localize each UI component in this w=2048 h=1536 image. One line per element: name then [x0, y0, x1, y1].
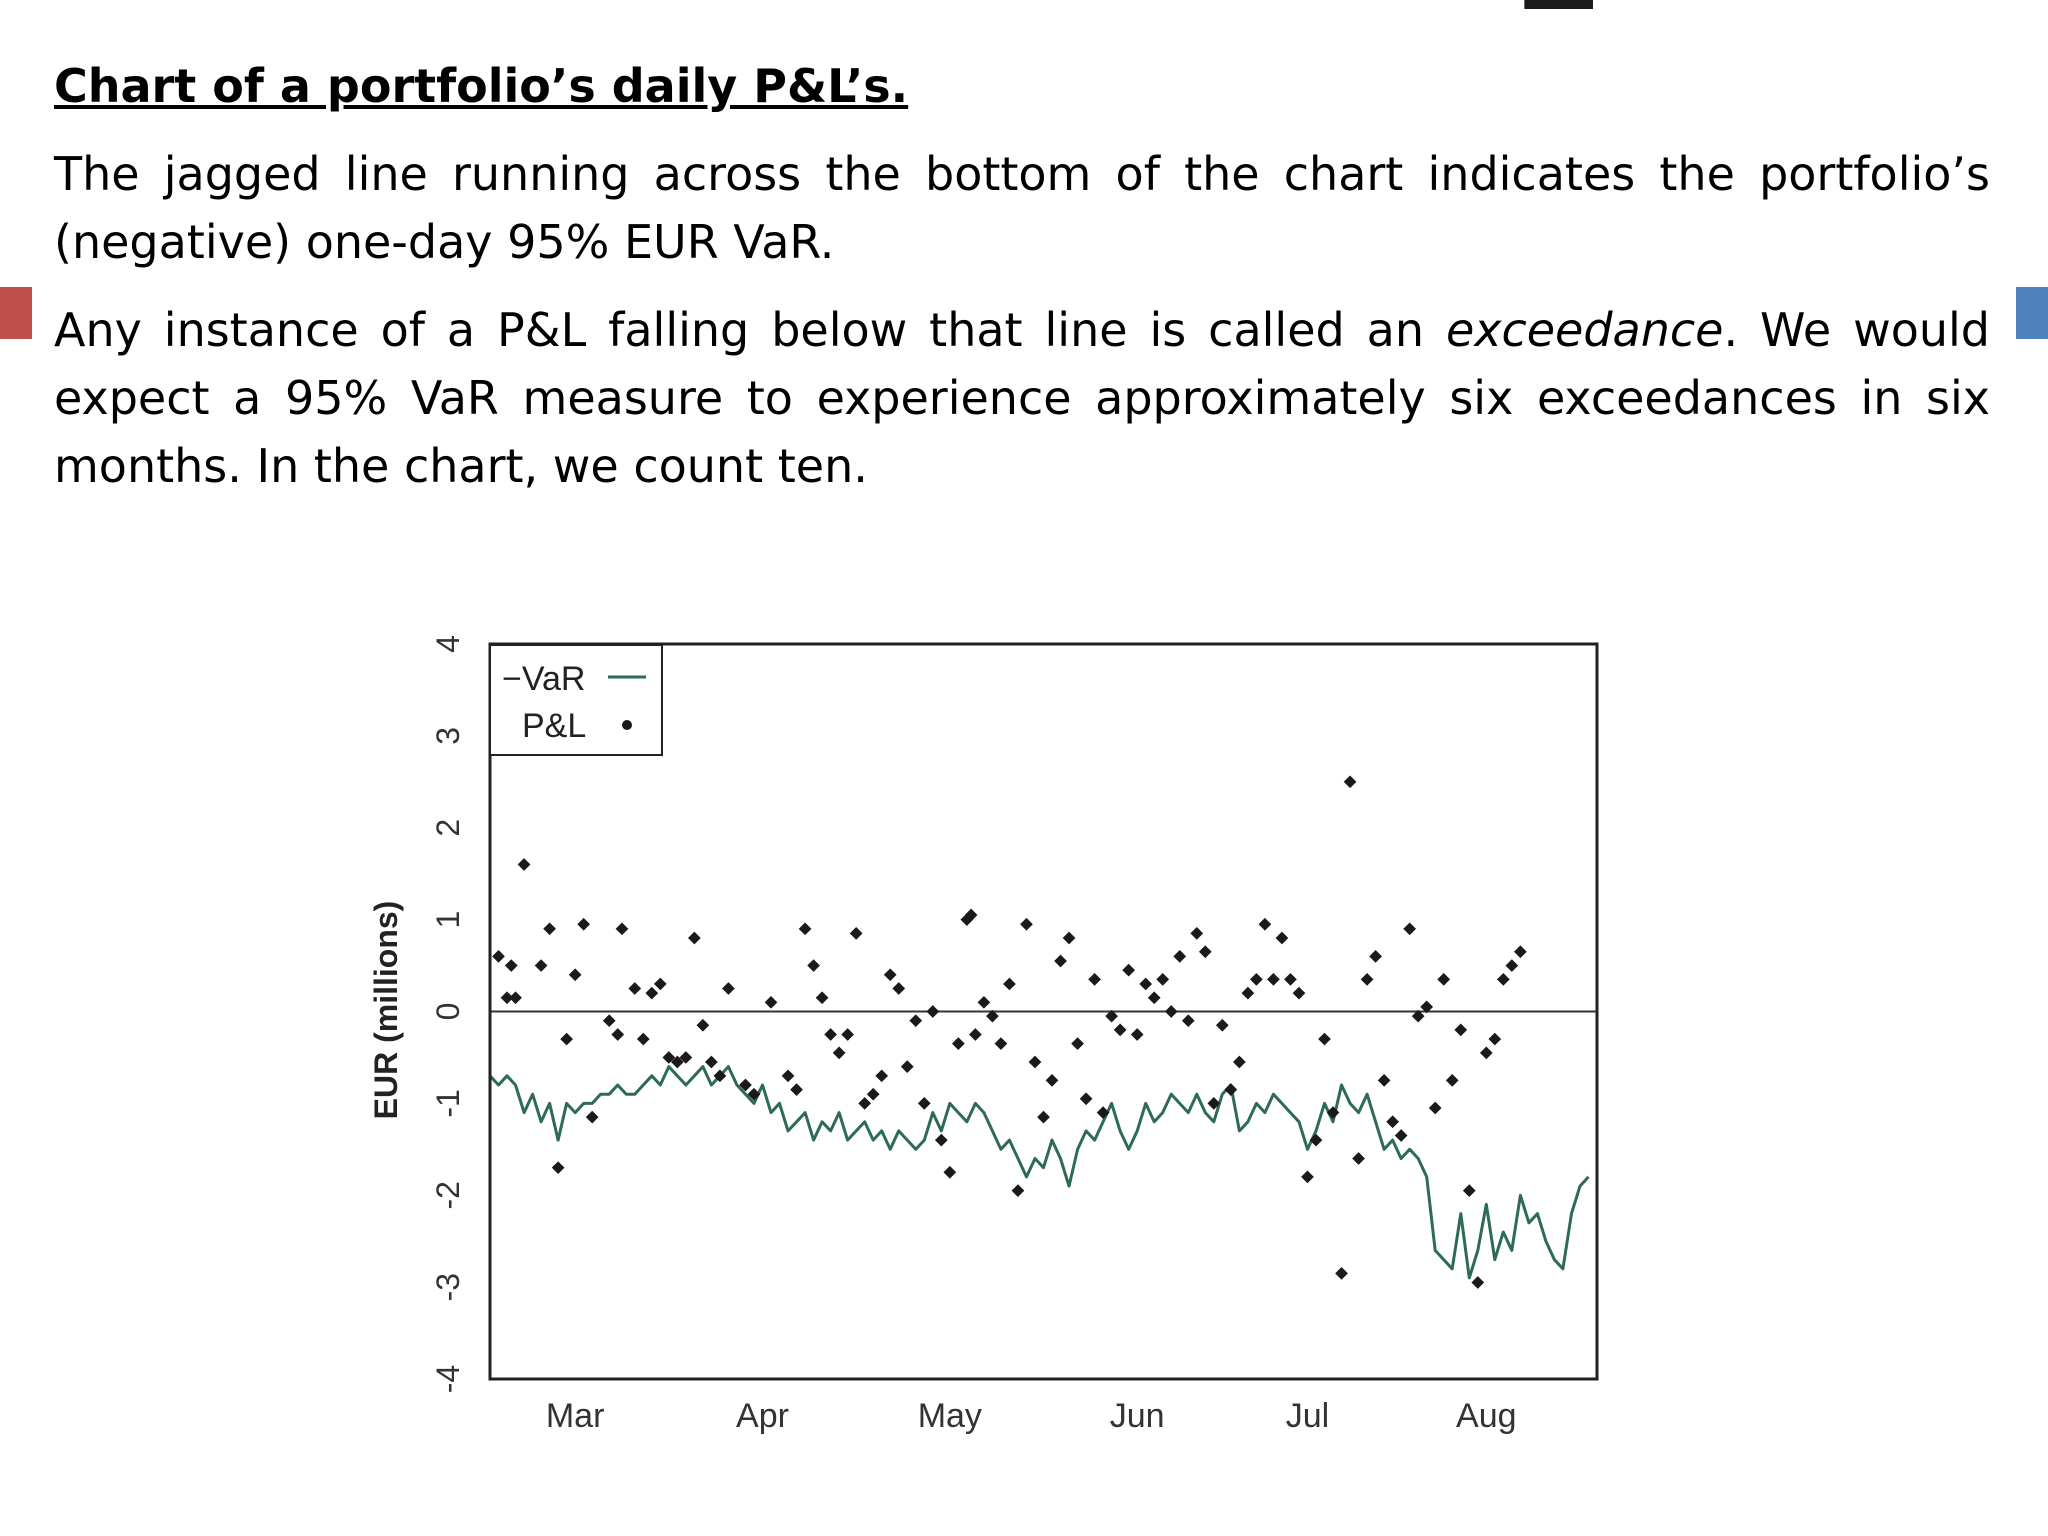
- pnl-point: [1480, 1046, 1493, 1059]
- pnl-point: [1088, 973, 1101, 986]
- pnl-point: [1003, 978, 1016, 991]
- pnl-point: [1550, 0, 1559, 9]
- y-tick-label: 0: [430, 1002, 466, 1021]
- pnl-point: [1259, 918, 1272, 931]
- pnl-point: [1233, 1056, 1246, 1069]
- y-axis-ticks: [430, 635, 466, 1393]
- pnl-point: [1301, 1171, 1314, 1184]
- pnl-point: [722, 982, 735, 995]
- pnl-point: [688, 932, 701, 945]
- pnl-point: [603, 1014, 616, 1027]
- y-tick-label: -2: [430, 1181, 466, 1210]
- pnl-point: [799, 922, 812, 935]
- pnl-point: [1267, 973, 1280, 986]
- pnl-point: [833, 1046, 846, 1059]
- pnl-point: [1429, 1102, 1442, 1115]
- pnl-point: [611, 1028, 624, 1041]
- pnl-point: [1250, 973, 1263, 986]
- pnl-point: [1361, 973, 1374, 986]
- pnl-point: [1352, 1152, 1365, 1165]
- pnl-point: [935, 1134, 948, 1147]
- pnl-point: [577, 918, 590, 931]
- pnl-point: [1080, 1092, 1093, 1105]
- pnl-point: [790, 1083, 803, 1096]
- pnl-point: [1063, 932, 1076, 945]
- pnl-point: [518, 858, 531, 871]
- pnl-point: [978, 996, 991, 1009]
- pnl-point: [1012, 1184, 1025, 1197]
- pnl-point: [1293, 987, 1306, 1000]
- pnl-point: [1216, 1019, 1229, 1032]
- pnl-point: [1224, 1083, 1237, 1096]
- x-tick-label: Jun: [1109, 1397, 1165, 1435]
- pnl-point: [816, 991, 829, 1004]
- pnl-point: [697, 1019, 710, 1032]
- pnl-point: [901, 1060, 914, 1073]
- pnl-point: [1395, 1129, 1408, 1142]
- pnl-point: [492, 950, 505, 963]
- y-tick-label: -4: [430, 1364, 466, 1394]
- pnl-point: [1097, 1106, 1110, 1119]
- paragraph-exceedance-part-a: Any instance of a P&L falling below that line is called an: [54, 303, 1446, 357]
- pnl-point: [1344, 775, 1357, 788]
- pnl-point: [875, 1069, 888, 1082]
- paragraph-exceedance-part-b: . We would expect a 95% VaR measure to experience approximately six exceedances in six months. In the chart, we count ten.: [54, 303, 1990, 493]
- pnl-point: [1037, 1111, 1050, 1124]
- legend-pnl-dot-sample: [622, 720, 632, 730]
- pnl-point: [535, 959, 548, 972]
- pnl-point: [509, 991, 522, 1004]
- pnl-point: [543, 922, 556, 935]
- pnl-point: [1182, 1014, 1195, 1027]
- pnl-point: [1403, 922, 1416, 935]
- pnl-point: [1533, 0, 1542, 9]
- pnl-point: [1558, 0, 1567, 9]
- pnl-point: [952, 1037, 965, 1050]
- pnl-point: [1054, 955, 1067, 968]
- pnl-point: [943, 1166, 956, 1179]
- pnl-point: [884, 968, 897, 981]
- pnl-point: [552, 1161, 565, 1174]
- pnl-point: [705, 1056, 718, 1069]
- pnl-point: [654, 978, 667, 991]
- pnl-point: [782, 1069, 795, 1082]
- paragraph-var-description: The jagged line running across the bottom of the chart indicates the portfolio’s (negative) one-day 95% EUR VaR.: [54, 147, 1990, 269]
- pnl-point: [1242, 987, 1255, 1000]
- pnl-point: [628, 982, 641, 995]
- pnl-point: [1463, 1184, 1476, 1197]
- pnl-point: [1514, 945, 1527, 958]
- pnl-point: [1318, 1033, 1331, 1046]
- pnl-point: [1276, 932, 1289, 945]
- pnl-point: [505, 959, 518, 972]
- pnl-point: [858, 1097, 871, 1110]
- pnl-point: [1386, 1115, 1399, 1128]
- pnl-point: [1148, 991, 1161, 1004]
- y-tick-label: 3: [430, 726, 466, 745]
- y-tick-label: -3: [430, 1272, 466, 1302]
- legend-label-pnl: P&L: [522, 707, 587, 745]
- exceedance-term: exceedance: [1445, 303, 1724, 357]
- chart-legend: [490, 645, 662, 755]
- y-axis-label: EUR (millions): [368, 900, 404, 1120]
- pnl-point: [1378, 1074, 1391, 1087]
- pnl-point: [867, 1088, 880, 1101]
- pnl-point: [1284, 973, 1297, 986]
- pnl-point: [616, 922, 629, 935]
- pnl-point: [1369, 950, 1382, 963]
- y-tick-label: 2: [430, 818, 466, 837]
- pnl-point: [765, 996, 778, 1009]
- x-tick-label: May: [917, 1397, 982, 1435]
- pnl-point: [1471, 1276, 1484, 1289]
- pnl-point: [1139, 978, 1152, 991]
- pnl-point: [995, 1037, 1008, 1050]
- x-tick-label: Mar: [545, 1397, 605, 1435]
- pnl-point: [1190, 927, 1203, 940]
- pnl-point: [1497, 973, 1510, 986]
- pnl-point: [1567, 0, 1576, 9]
- pnl-point: [1524, 0, 1533, 9]
- var-series-line: [490, 1067, 1589, 1278]
- y-tick-label: 1: [430, 910, 466, 929]
- pnl-point: [1310, 1134, 1323, 1147]
- pnl-point: [892, 982, 905, 995]
- pnl-point: [1488, 1033, 1501, 1046]
- pnl-point: [918, 1097, 931, 1110]
- pnl-point: [1575, 0, 1584, 9]
- x-tick-label: Apr: [736, 1397, 789, 1435]
- pnl-point: [1173, 950, 1186, 963]
- pnl-point: [1122, 964, 1135, 977]
- legend-label-var: −VaR: [502, 660, 586, 698]
- y-tick-label: -1: [430, 1089, 466, 1118]
- pnl-point: [1437, 973, 1450, 986]
- pnl-point: [909, 1014, 922, 1027]
- pnl-point: [1541, 0, 1550, 9]
- x-axis-ticks: [546, 1397, 1517, 1435]
- slide-title: Chart of a portfolio’s daily P&L’s.: [54, 59, 909, 113]
- pnl-point: [1199, 945, 1212, 958]
- pnl-point: [1584, 0, 1593, 9]
- pnl-point: [1446, 1074, 1459, 1087]
- pnl-point: [1029, 1056, 1042, 1069]
- pnl-point: [637, 1033, 650, 1046]
- pnl-point: [824, 1028, 837, 1041]
- x-tick-label: Aug: [1456, 1397, 1517, 1435]
- pnl-point: [1020, 918, 1033, 931]
- pnl-point: [1131, 1028, 1144, 1041]
- pnl-point: [850, 927, 863, 940]
- pnl-point: [926, 1005, 939, 1018]
- pnl-point: [1114, 1024, 1127, 1037]
- pnl-point: [586, 1111, 599, 1124]
- pnl-point: [807, 959, 820, 972]
- pnl-point: [560, 1033, 573, 1046]
- y-tick-label: 4: [430, 635, 466, 653]
- pnl-point: [1046, 1074, 1059, 1087]
- pnl-point: [1165, 1005, 1178, 1018]
- pnl-point: [1454, 1024, 1467, 1037]
- pnl-point: [645, 987, 658, 1000]
- pnl-point: [1071, 1037, 1084, 1050]
- pnl-point: [841, 1028, 854, 1041]
- pnl-point: [1505, 959, 1518, 972]
- pnl-point: [1335, 1267, 1348, 1280]
- x-tick-label: Jul: [1285, 1397, 1330, 1435]
- pnl-point: [1156, 973, 1169, 986]
- pnl-point: [969, 1028, 982, 1041]
- pnl-point: [569, 968, 582, 981]
